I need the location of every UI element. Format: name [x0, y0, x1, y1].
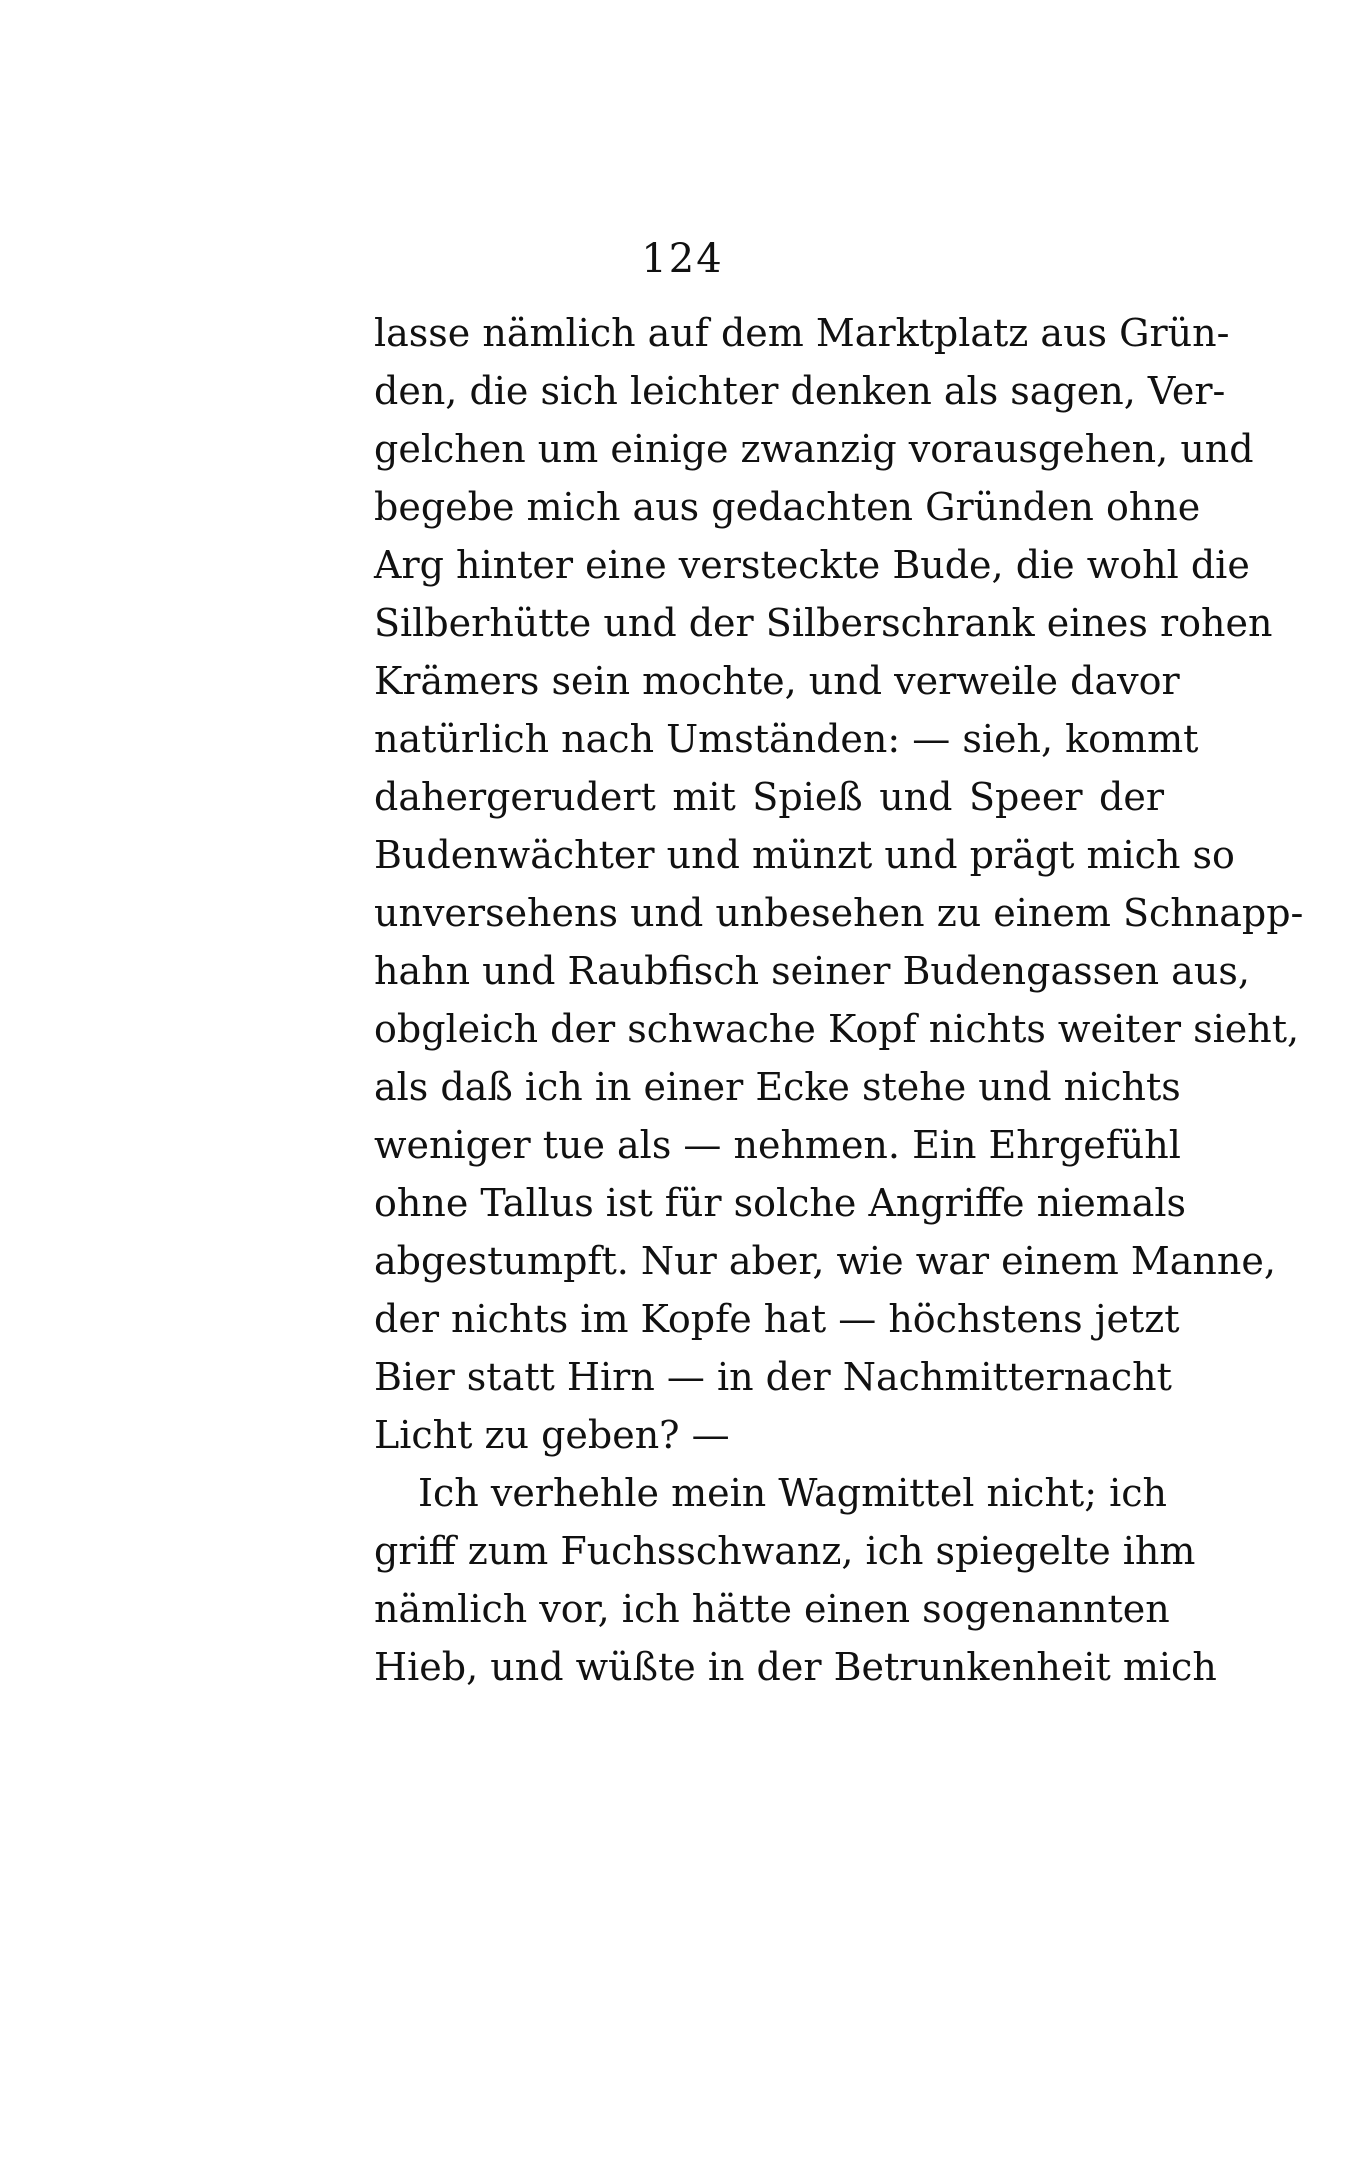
text-line: den, die sich leichter denken als sagen, Ver- — [374, 369, 1226, 413]
body-text — [374, 304, 1304, 1696]
text-line: als daß ich in einer Ecke stehe und nichts — [374, 1065, 1181, 1109]
text-line: Silberhütte und der Silberschrank eines rohen — [374, 601, 1273, 645]
text-line: Krämers sein mochte, und verweile davor — [374, 659, 1180, 703]
text-line: Budenwächter und münzt und prägt mich so — [374, 833, 1235, 877]
text-line: Ich verhehle mein Wagmittel nicht; ich — [418, 1471, 1167, 1515]
text-line: hahn und Raubfisch seiner Budengassen aus, — [374, 949, 1250, 993]
text-line: begebe mich aus gedachten Gründen ohne — [374, 485, 1201, 529]
page-number: 124 — [641, 236, 724, 282]
text-line: abgestumpft. Nur aber, wie war einem Manne, — [374, 1239, 1276, 1283]
text-line: lasse nämlich auf dem Marktplatz aus Grün- — [374, 311, 1230, 355]
text-line: der nichts im Kopfe hat — höchstens jetzt — [374, 1297, 1180, 1341]
text-line: Arg hinter eine versteckte Bude, die wohl die — [374, 543, 1250, 587]
text-line: Bier statt Hirn — in der Nachmitternacht — [374, 1355, 1172, 1399]
text-line: natürlich nach Umständen: — sieh, kommt — [374, 717, 1199, 761]
text-line: nämlich vor, ich hätte einen sogenannten — [374, 1587, 1170, 1631]
text-line: unversehens und unbesehen zu einem Schnapp- — [374, 891, 1304, 935]
paragraph-2 — [374, 1464, 1217, 1696]
text-line: dahergerudert mit Spieß und Speer der — [374, 775, 1164, 819]
text-line: Hieb, und wüßte in der Betrunkenheit mich — [374, 1645, 1217, 1689]
text-line: gelchen um einige zwanzig vorausgehen, und — [374, 427, 1254, 471]
paragraph-1 — [374, 304, 1304, 1464]
text-line: weniger tue als — nehmen. Ein Ehrgefühl — [374, 1123, 1181, 1167]
text-line: obgleich der schwache Kopf nichts weiter sieht, — [374, 1007, 1300, 1051]
text-line: griff zum Fuchsschwanz, ich spiegelte ihm — [374, 1529, 1196, 1573]
text-line: ohne Tallus ist für solche Angriffe niemals — [374, 1181, 1187, 1225]
text-line: Licht zu geben? — — [374, 1413, 730, 1457]
